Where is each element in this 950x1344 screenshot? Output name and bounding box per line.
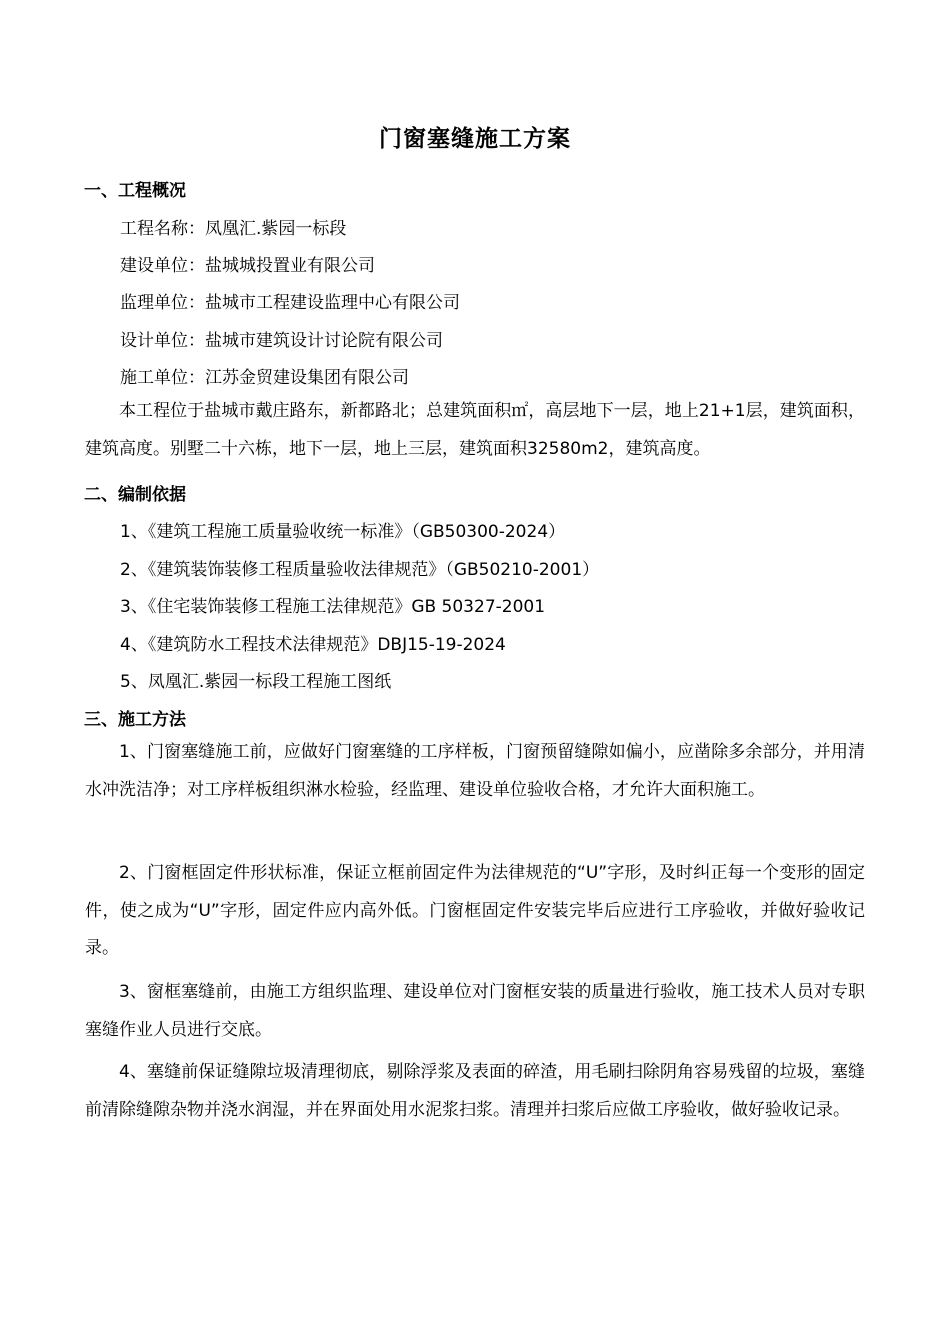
section-heading-basis: 二、编制依据 — [84, 485, 186, 505]
basis-item: 1、《建筑工程施工质量验收统一标准》（GB50300-2024） — [120, 522, 566, 542]
section-heading-overview: 一、工程概况 — [84, 181, 186, 201]
designer-line: 设计单位：盐城市建筑设计讨论院有限公司 — [120, 331, 443, 351]
method-paragraph-3: 3、窗框塞缝前，由施工方组织监理、建设单位对门窗框安装的质量进行验收，施工技术人员对专职塞缝作业人员进行交底。 — [85, 982, 865, 1040]
contractor-line: 施工单位：江苏金贸建设集团有限公司 — [120, 368, 409, 388]
method-paragraph-2: 2、门窗框固定件形状标准，保证立框前固定件为法律规范的“U”字形，及时纠正每一个变形的固定件，使之成为“U”字形，固定件应内高外低。门窗框固定件安装完毕后应进行工序验收，并做好验收记录。 — [85, 863, 865, 958]
basis-item: 3、《住宅装饰装修工程施工法律规范》GB 50327-2001 — [120, 597, 546, 617]
basis-item: 4、《建筑防水工程技术法律规范》DBJ15-19-2024 — [120, 635, 506, 655]
overview-paragraph: 本工程位于盐城市戴庄路东，新都路北；总建筑面积㎡，高层地下一层，地上21+1层，建筑面积，建筑高度。别墅二十六栋，地下一层，地上三层，建筑面积32580m2，建筑高度。 — [85, 401, 865, 459]
project-name-line: 工程名称：凤凰汇.紫园一标段 — [120, 219, 347, 239]
basis-item: 5、凤凰汇.紫园一标段工程施工图纸 — [120, 672, 392, 692]
basis-item: 2、《建筑装饰装修工程质量验收法律规范》（GB50210-2001） — [120, 560, 600, 580]
section-heading-method: 三、施工方法 — [84, 710, 186, 730]
developer-line: 建设单位：盐城城投置业有限公司 — [120, 256, 375, 276]
method-paragraph-4: 4、塞缝前保证缝隙垃圾清理彻底，剔除浮浆及表面的碎渣，用毛刷扫除阴角容易残留的垃圾，塞缝前清除缝隙杂物并浇水润湿，并在界面处用水泥浆扫浆。清理并扫浆后应做工序验收，做好验收记录。 — [85, 1062, 865, 1120]
supervisor-line: 监理单位：盐城市工程建设监理中心有限公司 — [120, 293, 460, 313]
method-paragraph-1: 1、门窗塞缝施工前，应做好门窗塞缝的工序样板，门窗预留缝隙如偏小，应凿除多余部分，并用清水冲洗洁净；对工序样板组织淋水检验，经监理、建设单位验收合格，才允许大面积施工。 — [85, 742, 865, 800]
document-title: 门窗塞缝施工方案 — [379, 126, 571, 152]
